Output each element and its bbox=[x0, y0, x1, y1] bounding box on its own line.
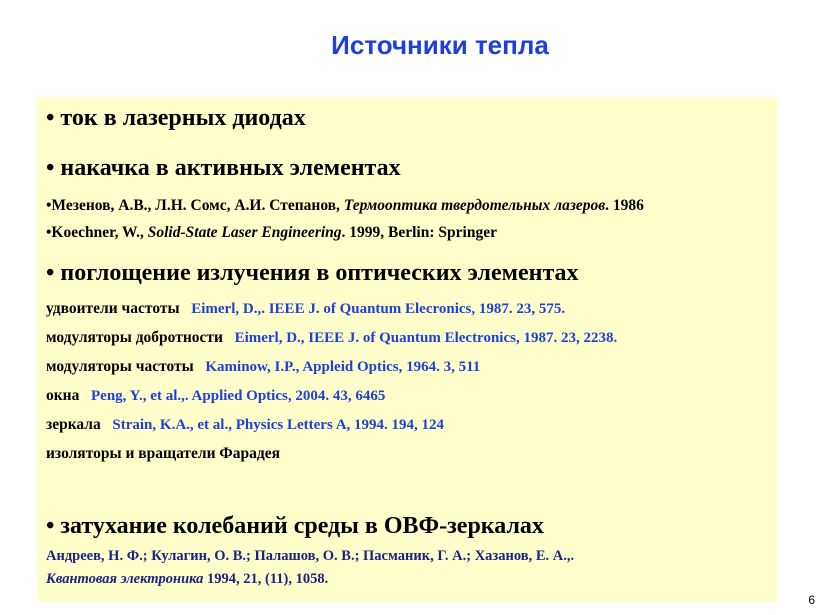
optics-reference: Eimerl, D., IEEE J. of Quantum Electronics, 1987. 23, 2238. bbox=[234, 330, 618, 346]
bullet-laser-diodes: • ток в лазерных диодах bbox=[46, 105, 306, 131]
optics-label: изоляторы и вращатели Фарадея bbox=[46, 445, 280, 462]
optics-label: окна bbox=[46, 387, 80, 404]
reference-andreev-journal bbox=[46, 571, 328, 588]
reference-mezenov bbox=[46, 197, 644, 215]
optics-item bbox=[46, 300, 565, 318]
optics-reference: Eimerl, D.,. IEEE J. of Quantum Elecronics, 1987. 23, 575. bbox=[191, 301, 566, 317]
optics-reference: Peng, Y., et al.,. Applied Optics, 2004. 43, 6465 bbox=[91, 388, 386, 404]
optics-item bbox=[46, 445, 280, 463]
optics-item bbox=[46, 329, 617, 347]
journal-name: Квантовая электроника bbox=[46, 571, 204, 587]
optics-item bbox=[46, 358, 480, 376]
optics-reference: Kaminow, I.P., Appleid Optics, 1964. 3, 511 bbox=[205, 359, 481, 375]
optics-label: зеркала bbox=[46, 416, 101, 433]
bullet-absorption: • поглощение излучения в оптических элементах bbox=[46, 260, 579, 286]
bullet-pumping: • накачка в активных элементах bbox=[46, 155, 401, 181]
optics-label: модуляторы добротности bbox=[46, 329, 223, 346]
optics-reference: Strain, K.A., et al., Physics Letters A, 1994. 194, 124 bbox=[112, 417, 445, 433]
content-panel bbox=[37, 97, 777, 602]
page-number: 6 bbox=[808, 593, 815, 607]
ref-text: •Мезенов, А.В., Л.Н. Сомс, А.И. Степанов, bbox=[46, 197, 344, 214]
ref-year: . 1986 bbox=[605, 197, 644, 214]
journal-details: 1994, 21, (11), 1058. bbox=[203, 571, 329, 587]
ref-title: Термооптика твердотельных лазеров bbox=[343, 197, 606, 214]
bullet-damping: • затухание колебаний среды в ОВФ-зеркалах bbox=[46, 513, 544, 539]
ref-title: Solid-State Laser Engineering bbox=[147, 224, 342, 241]
ref-year: . 1999, Berlin: Springer bbox=[341, 224, 497, 241]
optics-item bbox=[46, 387, 385, 405]
reference-andreev: Андреев, Н. Ф.; Кулагин, О. В.; Палашов, О. В.; Пасманик, Г. А.; Хазанов, Е. А.,. bbox=[46, 548, 575, 564]
slide-title: Источники тепла bbox=[331, 30, 549, 60]
ref-text: •Koechner, W., bbox=[46, 224, 148, 241]
reference-koechner bbox=[46, 224, 497, 242]
optics-item bbox=[46, 416, 444, 434]
optics-label: удвоители частоты bbox=[46, 300, 180, 317]
optics-label: модуляторы частоты bbox=[46, 358, 194, 375]
